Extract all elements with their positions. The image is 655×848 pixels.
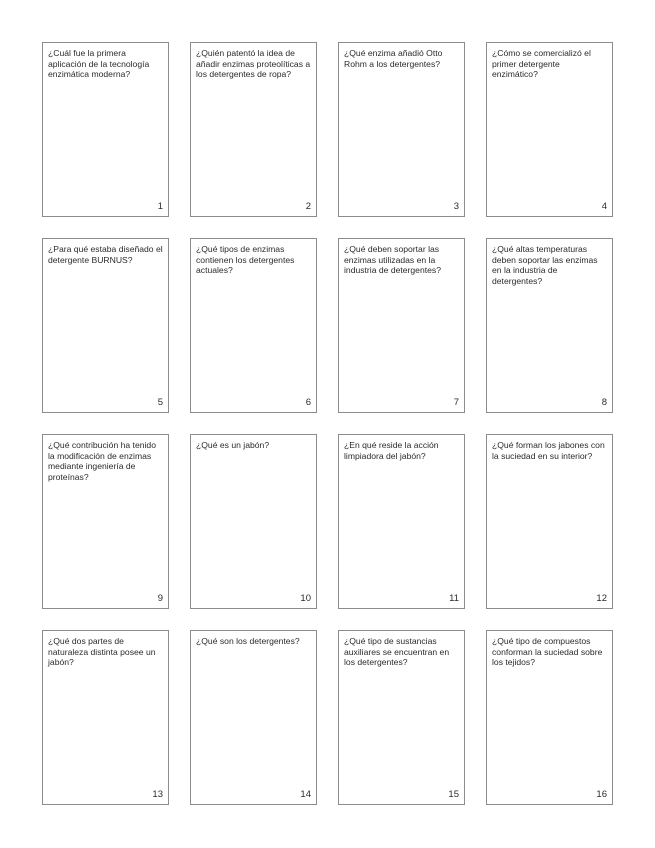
question-card (190, 630, 317, 805)
question-card (42, 42, 169, 217)
question-card (338, 434, 465, 609)
card-number: 12 (596, 593, 607, 604)
card-number: 13 (152, 789, 163, 800)
question-text: ¿Para qué estaba diseñado el detergente BURNUS? (48, 244, 163, 265)
question-text: ¿Qué tipo de sustancias auxiliares se encuentran en los detergentes? (344, 636, 450, 668)
card-number: 9 (157, 593, 163, 604)
question-text: ¿Cómo se comercializó el primer detergente enzimático? (492, 48, 591, 80)
question-text: ¿Quién patentó la idea de añadir enzimas proteolíticas a los detergentes de ropa? (196, 48, 311, 80)
question-text: ¿Qué dos partes de naturaleza distinta posee un jabón? (48, 636, 156, 668)
question-text: ¿En qué reside la acción limpiadora del jabón? (344, 440, 439, 461)
question-text: ¿Qué tipo de compuestos conforman la suciedad sobre los tejidos? (492, 636, 603, 668)
card-number: 4 (601, 201, 607, 212)
question-card (190, 434, 317, 609)
question-text: ¿Qué son los detergentes? (196, 636, 300, 646)
question-text: ¿Qué altas temperaturas deben soportar las enzimas en la industria de detergentes? (492, 244, 598, 286)
question-card (338, 42, 465, 217)
question-text: ¿Qué es un jabón? (196, 440, 270, 450)
question-card (486, 434, 613, 609)
card-number: 8 (601, 397, 607, 408)
question-text: ¿Qué contribución ha tenido la modificación de enzimas mediante ingeniería de proteínas? (48, 440, 156, 482)
question-card (42, 238, 169, 413)
question-card (338, 630, 465, 805)
card-number: 16 (596, 789, 607, 800)
question-text: ¿Qué deben soportar las enzimas utilizadas en la industria de detergentes? (344, 244, 441, 276)
card-number: 7 (453, 397, 459, 408)
card-number: 3 (453, 201, 459, 212)
question-card (42, 434, 169, 609)
card-number: 10 (300, 593, 311, 604)
question-card (486, 42, 613, 217)
question-text: ¿Qué tipos de enzimas contienen los detergentes actuales? (196, 244, 295, 276)
question-text: ¿Qué enzima añadió Otto Rohm a los detergentes? (344, 48, 443, 69)
card-number: 5 (157, 397, 163, 408)
card-number: 15 (448, 789, 459, 800)
question-text: ¿Cuál fue la primera aplicación de la tecnología enzimática moderna? (48, 48, 150, 80)
card-number: 14 (300, 789, 311, 800)
question-card (486, 630, 613, 805)
question-card (486, 238, 613, 413)
question-card (190, 42, 317, 217)
card-number: 11 (449, 593, 459, 604)
question-card (42, 630, 169, 805)
card-number: 6 (305, 397, 311, 408)
question-card (338, 238, 465, 413)
question-card-grid (42, 42, 613, 805)
question-card (190, 238, 317, 413)
card-number: 2 (305, 201, 311, 212)
card-number: 1 (157, 201, 163, 212)
question-text: ¿Qué forman los jabones con la suciedad en su interior? (492, 440, 605, 461)
